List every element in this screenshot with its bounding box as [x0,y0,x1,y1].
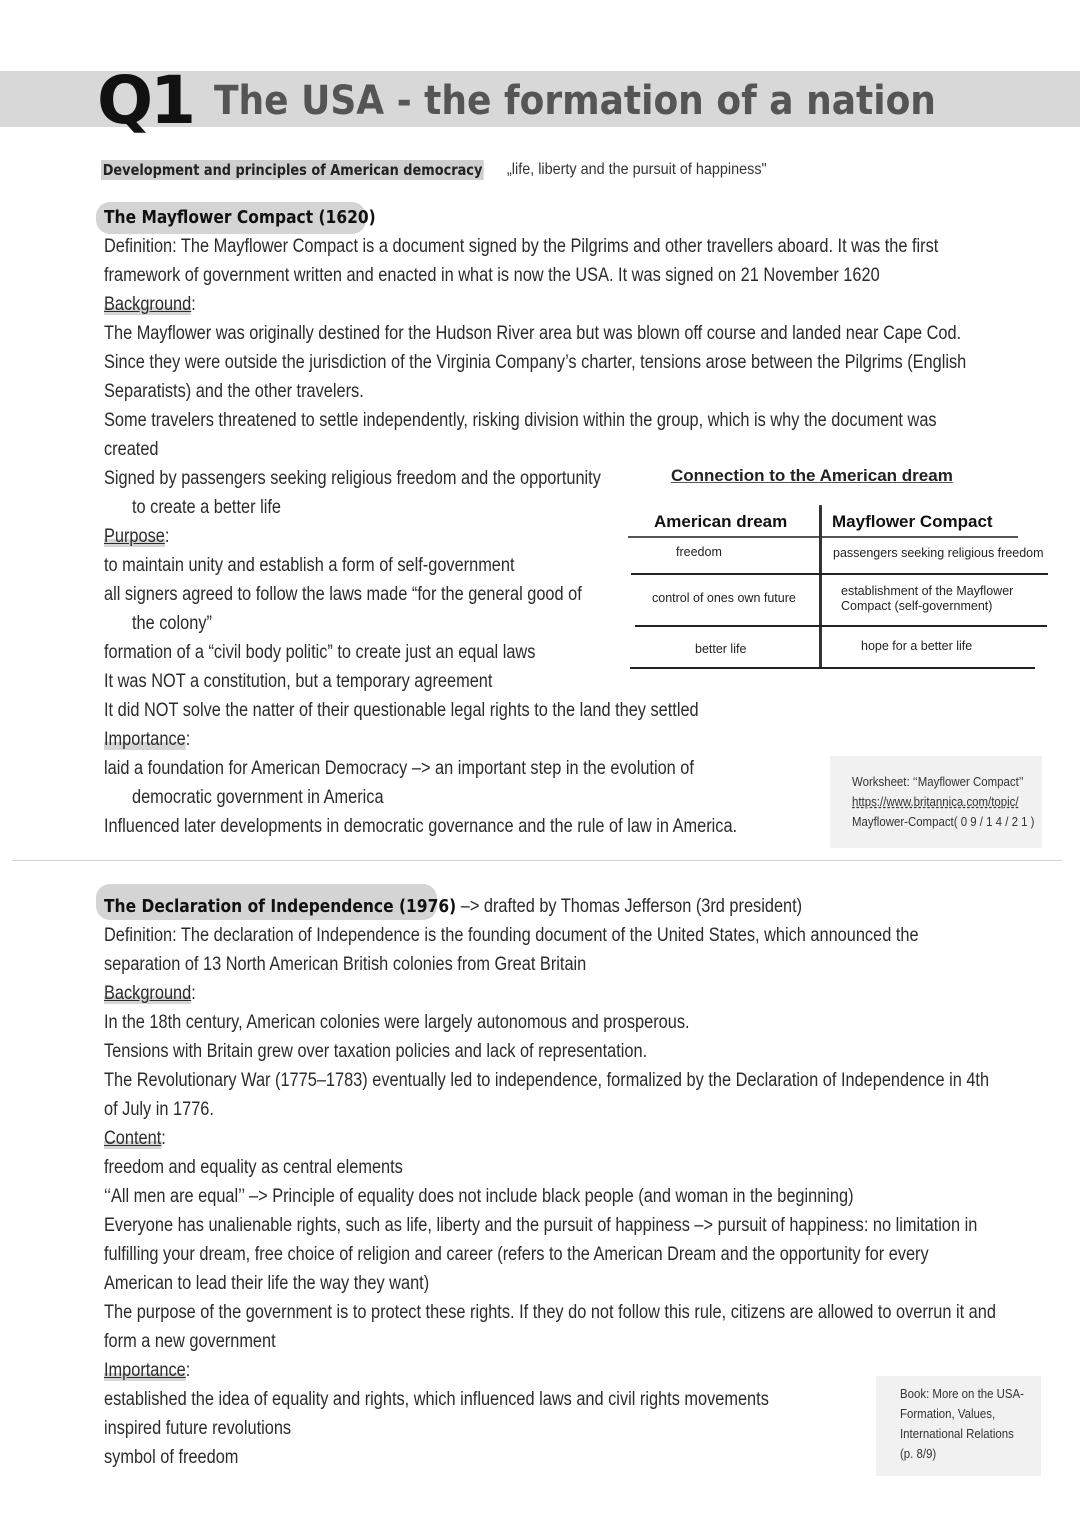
mayflower-importance-line: Influenced later developments in democratic governance and the rule of law in America. [104,816,738,837]
mayflower-background-line: Since they were outside the jurisdiction of the Virginia Company’s charter, tensions arose between the Pilgrims (English [104,352,967,373]
declaration-definition-line: Definition: The declaration of Independence is the founding document of the United States, which announced the [104,925,919,946]
declaration-heading: The Declaration of Independence (1976) [104,896,457,917]
note-line: Worksheet: ‘‘Mayflower Compact’’ [852,774,1024,789]
mayflower-background-line: created [104,439,159,460]
declaration-background-label: Background: [104,983,196,1004]
connection-table-header-mayflower: Mayflower Compact [832,512,993,531]
connection-table-cell: better life [695,642,747,656]
declaration-importance-line: symbol of freedom [104,1447,239,1468]
connection-table-header-american-dream: American dream [654,512,788,531]
mayflower-background-line: Separatists) and the other travelers. [104,381,364,402]
mayflower-purpose-line: It did NOT solve the natter of their questionable legal rights to the land they settled [104,700,699,721]
mayflower-background-label: Background: [104,294,196,315]
connection-table-divider [819,505,822,669]
declaration-background-line: of July in 1776. [104,1099,214,1120]
declaration-content-line: fulfilling your dream, free choice of religion and career (refers to the American Dream and the opportunity for every [104,1244,929,1265]
mayflower-purpose-line: all signers agreed to follow the laws made “for the general good of [104,584,582,605]
declaration-content-line: ‘‘All men are equal’’ –> Principle of equality does not include black people (and woman in the beginning) [104,1186,854,1207]
mayflower-background-line: Signed by passengers seeking religious freedom and the opportunity [104,468,601,489]
mayflower-purpose-line: the colony” [132,613,212,634]
declaration-content-line: Everyone has unalienable rights, such as life, liberty and the pursuit of happiness –> pursuit of happiness: no limitation in [104,1215,978,1236]
declaration-importance-line: established the idea of equality and rights, which influenced laws and civil rights movements [104,1389,769,1410]
declaration-content-line: The purpose of the government is to protect these rights. If they do not follow this rule, citizens are allowed to overrun it and [104,1302,996,1323]
declaration-content-line: freedom and equality as central elements [104,1157,403,1178]
question-number: Q1 [97,62,194,139]
note-link[interactable]: https://www.britannica.com/topic/ [852,794,1019,809]
declaration-content-line: form a new government [104,1331,276,1352]
mayflower-heading: The Mayflower Compact (1620) [104,207,376,228]
declaration-definition-line: separation of 13 North American British colonies from Great Britain [104,954,587,975]
mayflower-importance-label: Importance: [104,729,191,750]
note-line: International Relations [900,1426,1014,1441]
declaration-importance-label: Importance: [104,1360,191,1381]
connection-table-cell: hope for a better life [861,639,973,653]
mayflower-importance-line: laid a foundation for American Democracy –> an important step in the evolution of [104,758,694,779]
section-divider [12,860,1062,861]
declaration-heading-line: The Declaration of Independence (1976) –> drafted by Thomas Jefferson (3rd president) [104,896,803,917]
subtitle-topic: Development and principles of American democracy [102,161,483,179]
mayflower-background-line: Some travelers threatened to settle independently, risking division within the group, which is why the document was [104,410,937,431]
mayflower-source-note [830,756,1042,848]
connection-table-rule [630,667,1035,669]
mayflower-purpose-line: formation of a “civil body politic” to create just an equal laws [104,642,536,663]
connection-table-cell: control of ones own future [652,591,796,605]
mayflower-background-line: The Mayflower was originally destined for the Hudson River area but was blown off course and landed near Cape Cod. [104,323,962,344]
mayflower-purpose-line: to maintain unity and establish a form of self-government [104,555,515,576]
connection-table-cell: freedom [676,545,722,559]
page-title: The USA - the formation of a nation [214,78,936,124]
connection-table-rule [631,573,1048,575]
declaration-content-label: Content: [104,1128,166,1149]
declaration-source-note [876,1376,1041,1476]
mayflower-definition-line: Definition: The Mayflower Compact is a document signed by the Pilgrims and other travellers aboard. It was the first [104,236,939,257]
note-line: Mayflower-Compact( 0 9 / 1 4 / 2 1 ) [852,814,1035,829]
connection-table-rule [628,536,1018,538]
subtitle-quote: „life, liberty and the pursuit of happiness" [507,161,767,178]
note-line: Formation, Values, [900,1406,996,1421]
declaration-content-line: American to lead their life the way they want) [104,1273,430,1294]
note-line: (p. 8/9) [900,1446,937,1461]
connection-table-cell: establishment of the Mayflower Compact (self-government) [841,584,1014,613]
connection-table-title: Connection to the American dream [671,466,953,485]
declaration-importance-line: inspired future revolutions [104,1418,292,1439]
mayflower-background-line: to create a better life [132,497,281,518]
declaration-background-line: In the 18th century, American colonies were largely autonomous and prosperous. [104,1012,690,1033]
mayflower-purpose-label: Purpose: [104,526,170,547]
mayflower-definition-line: framework of government written and enacted in what is now the USA. It was signed on 21 November 1620 [104,265,880,286]
declaration-background-line: The Revolutionary War (1775–1783) eventually led to independence, formalized by the Declaration of Independence in 4th [104,1070,990,1091]
note-line: Book: More on the USA- [900,1386,1024,1401]
connection-table-cell: passengers seeking religious freedom [833,546,1044,560]
declaration-background-line: Tensions with Britain grew over taxation policies and lack of representation. [104,1041,648,1062]
mayflower-purpose-line: It was NOT a constitution, but a temporary agreement [104,671,493,692]
connection-table-rule [635,625,1047,627]
mayflower-importance-line: democratic government in America [132,787,384,808]
